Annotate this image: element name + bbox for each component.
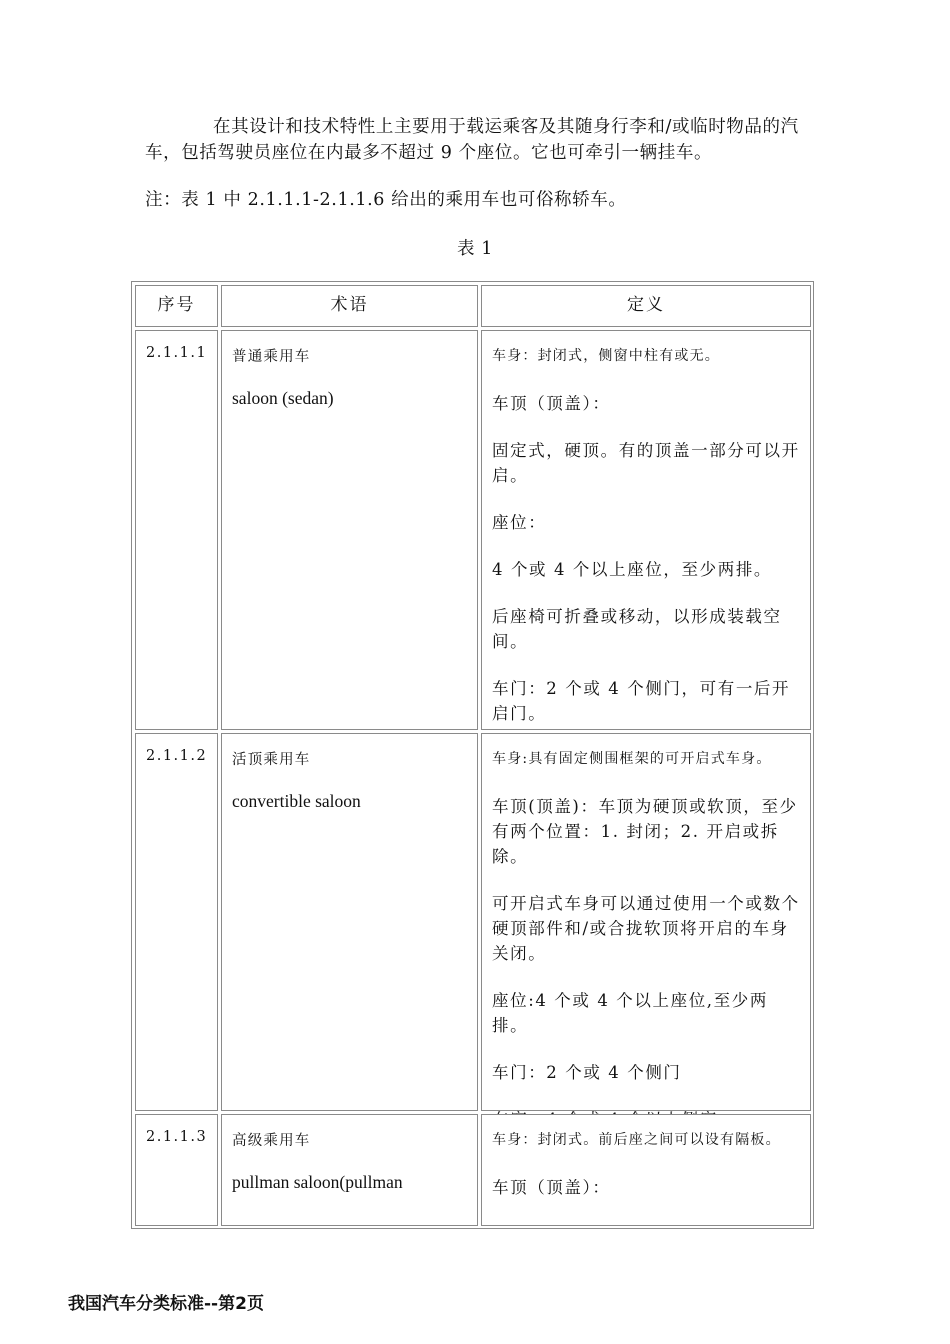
row-term: [221, 733, 478, 1111]
row-term: [221, 1114, 478, 1226]
term-chinese: 活顶乘用车: [232, 752, 311, 768]
term-chinese: 普通乘用车: [232, 349, 311, 365]
definition-line: 车身：封闭式，侧窗中柱有或无。: [492, 348, 720, 364]
definition-line: 车顶(顶盖)：车顶为硬顶或软顶，至少有两个位置：1. 封闭；2. 开启或拆除。: [492, 797, 798, 866]
definition-line: 固定式，硬顶。有的顶盖一部分可以开启。: [492, 441, 800, 485]
term-english: pullman saloon(pullman: [232, 1172, 403, 1192]
row-term: [221, 330, 478, 730]
definition-line: 后座椅可折叠或移动，以形成装载空间。: [492, 607, 782, 651]
definition-line: 车门：2 个或 4 个侧门: [492, 1063, 682, 1082]
header-number: 序号: [135, 285, 218, 327]
definition-line: 车顶（顶盖）：: [492, 394, 611, 413]
page-footer: 我国汽车分类标准--第2页: [68, 1294, 264, 1314]
definition-line: 4 个或 4 个以上座位，至少两排。: [492, 560, 773, 579]
definition-line: 可开启式车身可以通过使用一个或数个硬顶部件和/或合拢软顶将开启的车身关闭。: [492, 894, 800, 963]
definition-line: 座位：: [492, 513, 547, 532]
definition-line: 车门：2 个或 4 个侧门，可有一后开启门。: [492, 679, 791, 723]
row-number: 2.1.1.3: [135, 1114, 218, 1226]
row-definition: [481, 733, 811, 1111]
term-english: saloon (sedan): [232, 388, 334, 408]
definition-line: 车身：封闭式。前后座之间可以设有隔板。: [492, 1132, 781, 1148]
header-definition: 定义: [481, 285, 811, 327]
term-english: convertible saloon: [232, 791, 361, 811]
intro-paragraph: 在其设计和技术特性上主要用于载运乘客及其随身行李和/或临时物品的汽车，包括驾驶员座位在内最多不超过 9 个座位。它也可牵引一辆挂车。: [145, 117, 799, 163]
table-note: 注：表 1 中 2.1.1.1-2.1.1.6 给出的乘用车也可俗称轿车。: [145, 190, 627, 210]
header-term: 术语: [221, 285, 478, 327]
definition-line: 座位:4 个或 4 个以上座位,至少两排。: [492, 991, 768, 1035]
row-definition: [481, 330, 811, 730]
term-chinese: 高级乘用车: [232, 1133, 311, 1149]
row-number: 2.1.1.1: [135, 330, 218, 730]
row-number: 2.1.1.2: [135, 733, 218, 1111]
definition-line: 车身:具有固定侧围框架的可开启式车身。: [492, 751, 772, 767]
definition-line: 车顶（顶盖）：: [492, 1178, 611, 1197]
row-definition: [481, 1114, 811, 1226]
vehicle-classification-table: [131, 281, 814, 1229]
table-caption: 表 1: [457, 239, 493, 259]
